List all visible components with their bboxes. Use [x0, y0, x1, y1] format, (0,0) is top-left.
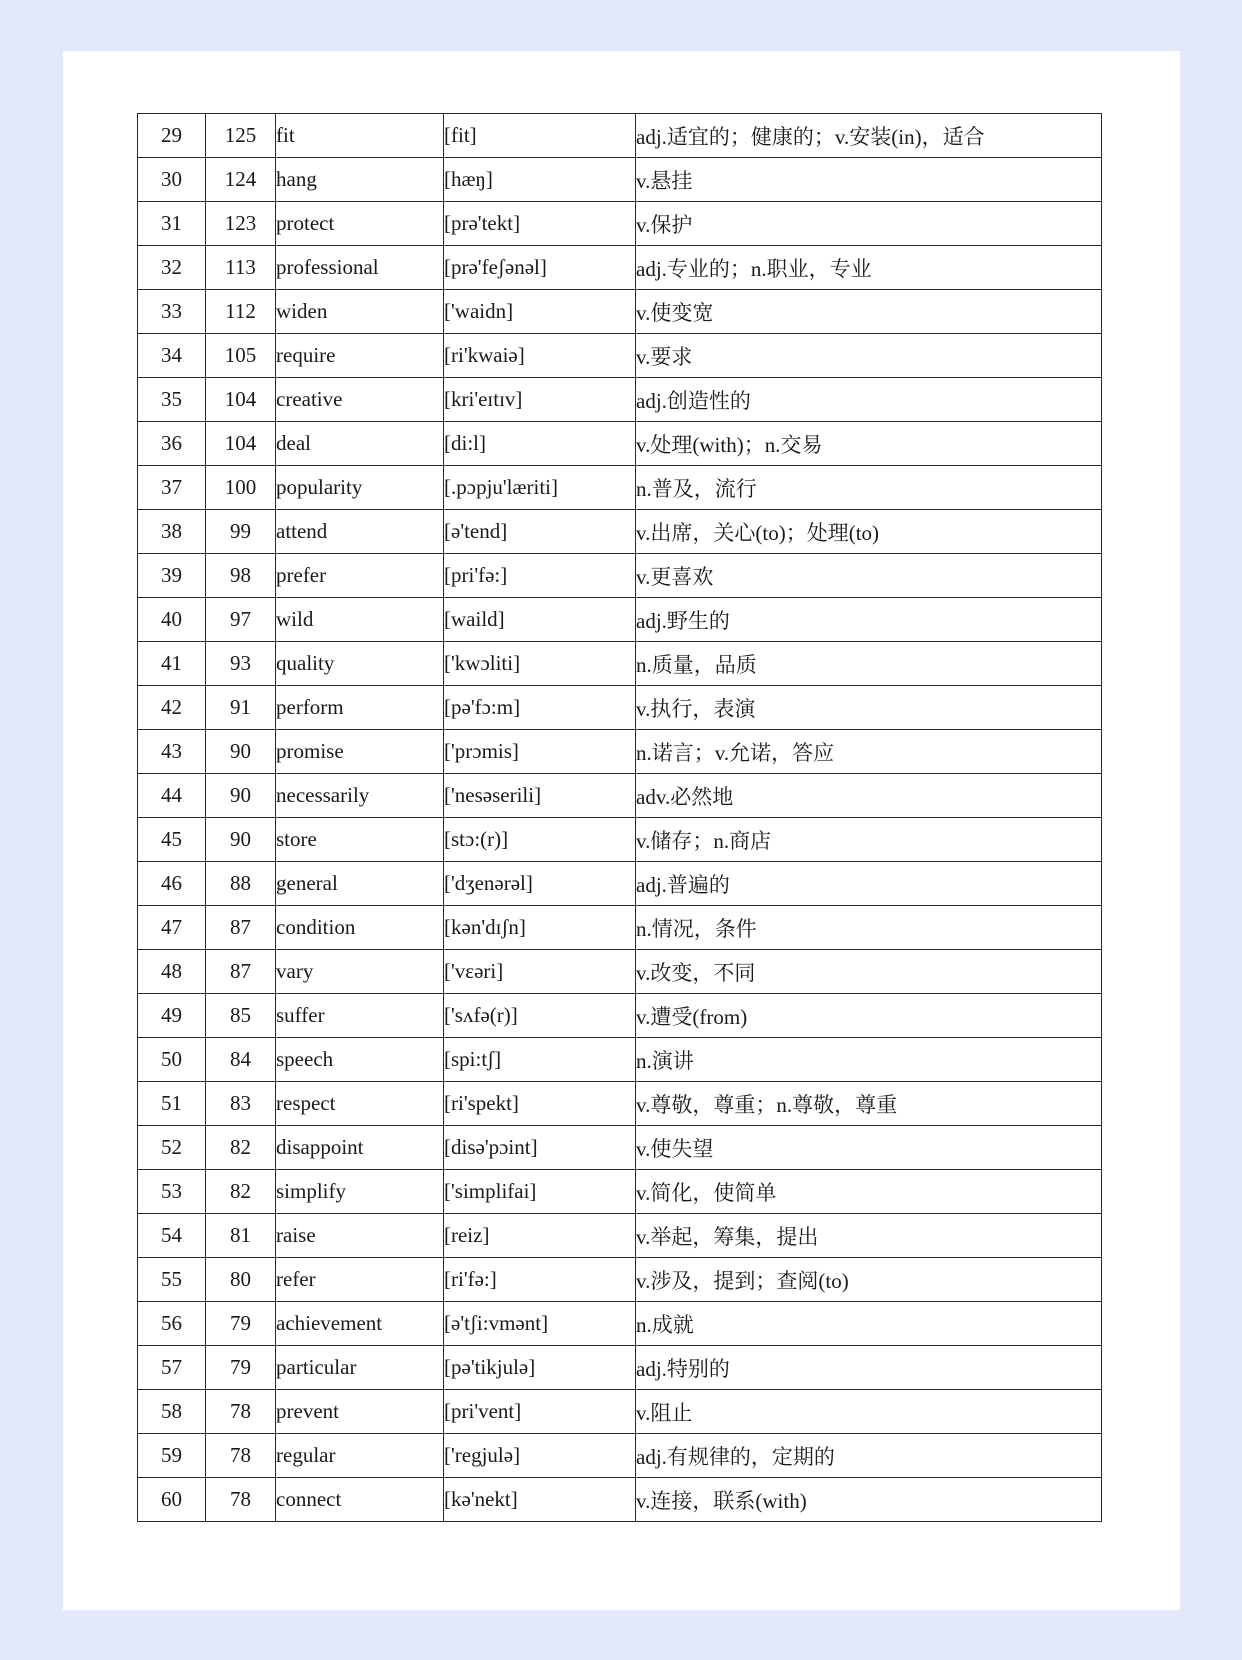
definition-cell: v.阻止: [636, 1390, 1102, 1434]
rank-cell: 42: [138, 686, 206, 730]
definition-cell: adj.野生的: [636, 598, 1102, 642]
frequency-cell: 87: [206, 950, 276, 994]
frequency-cell: 81: [206, 1214, 276, 1258]
table-row: [138, 510, 1102, 554]
definition-cell: v.连接，联系(with): [636, 1478, 1102, 1522]
rank-cell: 53: [138, 1170, 206, 1214]
word-cell: connect: [276, 1478, 444, 1522]
word-cell: perform: [276, 686, 444, 730]
word-cell: achievement: [276, 1302, 444, 1346]
frequency-cell: 124: [206, 158, 276, 202]
word-cell: store: [276, 818, 444, 862]
phonetic-cell: [reiz]: [444, 1214, 636, 1258]
rank-cell: 35: [138, 378, 206, 422]
table-row: [138, 1434, 1102, 1478]
definition-cell: v.出席，关心(to)；处理(to): [636, 510, 1102, 554]
frequency-cell: 79: [206, 1346, 276, 1390]
frequency-cell: 87: [206, 906, 276, 950]
word-cell: hang: [276, 158, 444, 202]
definition-cell: adj.适宜的；健康的；v.安装(in)，适合: [636, 114, 1102, 158]
definition-cell: v.举起，筹集，提出: [636, 1214, 1102, 1258]
table-row: [138, 1214, 1102, 1258]
word-cell: require: [276, 334, 444, 378]
frequency-cell: 93: [206, 642, 276, 686]
frequency-cell: 80: [206, 1258, 276, 1302]
phonetic-cell: [hæŋ]: [444, 158, 636, 202]
phonetic-cell: [stɔ:(r)]: [444, 818, 636, 862]
rank-cell: 40: [138, 598, 206, 642]
frequency-cell: 100: [206, 466, 276, 510]
frequency-cell: 97: [206, 598, 276, 642]
phonetic-cell: [ri'spekt]: [444, 1082, 636, 1126]
definition-cell: n.诺言；v.允诺，答应: [636, 730, 1102, 774]
rank-cell: 37: [138, 466, 206, 510]
table-row: [138, 422, 1102, 466]
word-cell: prevent: [276, 1390, 444, 1434]
word-cell: particular: [276, 1346, 444, 1390]
table-row: [138, 1170, 1102, 1214]
phonetic-cell: [kri'eɪtɪv]: [444, 378, 636, 422]
definition-cell: v.尊敬，尊重；n.尊敬，尊重: [636, 1082, 1102, 1126]
frequency-cell: 85: [206, 994, 276, 1038]
rank-cell: 58: [138, 1390, 206, 1434]
table-row: [138, 246, 1102, 290]
phonetic-cell: [di:l]: [444, 422, 636, 466]
rank-cell: 48: [138, 950, 206, 994]
phonetic-cell: ['prɔmis]: [444, 730, 636, 774]
phonetic-cell: [waild]: [444, 598, 636, 642]
word-cell: necessarily: [276, 774, 444, 818]
rank-cell: 56: [138, 1302, 206, 1346]
word-cell: speech: [276, 1038, 444, 1082]
word-cell: professional: [276, 246, 444, 290]
frequency-cell: 78: [206, 1478, 276, 1522]
frequency-cell: 90: [206, 774, 276, 818]
word-cell: raise: [276, 1214, 444, 1258]
table-row: [138, 862, 1102, 906]
word-cell: creative: [276, 378, 444, 422]
table-row: [138, 466, 1102, 510]
rank-cell: 34: [138, 334, 206, 378]
definition-cell: adj.特别的: [636, 1346, 1102, 1390]
rank-cell: 55: [138, 1258, 206, 1302]
word-cell: general: [276, 862, 444, 906]
table-row: [138, 642, 1102, 686]
rank-cell: 49: [138, 994, 206, 1038]
phonetic-cell: [kə'nekt]: [444, 1478, 636, 1522]
rank-cell: 45: [138, 818, 206, 862]
word-cell: respect: [276, 1082, 444, 1126]
table-row: [138, 290, 1102, 334]
definition-cell: n.成就: [636, 1302, 1102, 1346]
table-row: [138, 1082, 1102, 1126]
phonetic-cell: [ri'fə:]: [444, 1258, 636, 1302]
frequency-cell: 82: [206, 1170, 276, 1214]
frequency-cell: 78: [206, 1390, 276, 1434]
definition-cell: v.使变宽: [636, 290, 1102, 334]
table-row: [138, 774, 1102, 818]
definition-cell: adj.普遍的: [636, 862, 1102, 906]
table-row: [138, 378, 1102, 422]
definition-cell: v.储存；n.商店: [636, 818, 1102, 862]
rank-cell: 38: [138, 510, 206, 554]
rank-cell: 32: [138, 246, 206, 290]
definition-cell: adv.必然地: [636, 774, 1102, 818]
rank-cell: 30: [138, 158, 206, 202]
rank-cell: 59: [138, 1434, 206, 1478]
word-cell: simplify: [276, 1170, 444, 1214]
table-row: [138, 1126, 1102, 1170]
phonetic-cell: ['vɛəri]: [444, 950, 636, 994]
phonetic-cell: [disə'pɔint]: [444, 1126, 636, 1170]
phonetic-cell: [pə'fɔ:m]: [444, 686, 636, 730]
table-row: [138, 994, 1102, 1038]
word-cell: suffer: [276, 994, 444, 1038]
rank-cell: 60: [138, 1478, 206, 1522]
definition-cell: v.改变，不同: [636, 950, 1102, 994]
table-row: [138, 1038, 1102, 1082]
table-row: [138, 598, 1102, 642]
word-cell: fit: [276, 114, 444, 158]
definition-cell: v.保护: [636, 202, 1102, 246]
rank-cell: 44: [138, 774, 206, 818]
rank-cell: 33: [138, 290, 206, 334]
phonetic-cell: [ə'tend]: [444, 510, 636, 554]
frequency-cell: 125: [206, 114, 276, 158]
phonetic-cell: ['kwɔliti]: [444, 642, 636, 686]
frequency-cell: 99: [206, 510, 276, 554]
definition-cell: v.处理(with)；n.交易: [636, 422, 1102, 466]
phonetic-cell: [prə'feʃənəl]: [444, 246, 636, 290]
phonetic-cell: ['nesəserili]: [444, 774, 636, 818]
table-row: [138, 114, 1102, 158]
phonetic-cell: ['dʒenərəl]: [444, 862, 636, 906]
rank-cell: 41: [138, 642, 206, 686]
phonetic-cell: [spi:tʃ]: [444, 1038, 636, 1082]
rank-cell: 36: [138, 422, 206, 466]
table-row: [138, 158, 1102, 202]
word-cell: promise: [276, 730, 444, 774]
document-page: [63, 51, 1180, 1610]
definition-cell: v.更喜欢: [636, 554, 1102, 598]
frequency-cell: 83: [206, 1082, 276, 1126]
phonetic-cell: [fit]: [444, 114, 636, 158]
table-row: [138, 1478, 1102, 1522]
frequency-cell: 79: [206, 1302, 276, 1346]
definition-cell: v.简化，使简单: [636, 1170, 1102, 1214]
word-cell: attend: [276, 510, 444, 554]
frequency-cell: 88: [206, 862, 276, 906]
phonetic-cell: [ri'kwaiə]: [444, 334, 636, 378]
rank-cell: 54: [138, 1214, 206, 1258]
definition-cell: adj.创造性的: [636, 378, 1102, 422]
word-cell: condition: [276, 906, 444, 950]
definition-cell: n.质量，品质: [636, 642, 1102, 686]
frequency-cell: 112: [206, 290, 276, 334]
definition-cell: v.涉及，提到；查阅(to): [636, 1258, 1102, 1302]
word-cell: deal: [276, 422, 444, 466]
definition-cell: adj.专业的；n.职业，专业: [636, 246, 1102, 290]
definition-cell: adj.有规律的，定期的: [636, 1434, 1102, 1478]
phonetic-cell: [.pɔpju'læriti]: [444, 466, 636, 510]
frequency-cell: 123: [206, 202, 276, 246]
phonetic-cell: [pri'vent]: [444, 1390, 636, 1434]
table-row: [138, 1302, 1102, 1346]
phonetic-cell: [pə'tikjulə]: [444, 1346, 636, 1390]
word-cell: disappoint: [276, 1126, 444, 1170]
frequency-cell: 84: [206, 1038, 276, 1082]
rank-cell: 47: [138, 906, 206, 950]
word-cell: widen: [276, 290, 444, 334]
rank-cell: 57: [138, 1346, 206, 1390]
frequency-cell: 105: [206, 334, 276, 378]
rank-cell: 39: [138, 554, 206, 598]
phonetic-cell: [kən'dɪʃn]: [444, 906, 636, 950]
frequency-cell: 82: [206, 1126, 276, 1170]
definition-cell: v.执行，表演: [636, 686, 1102, 730]
word-cell: refer: [276, 1258, 444, 1302]
frequency-cell: 90: [206, 730, 276, 774]
word-cell: quality: [276, 642, 444, 686]
table-row: [138, 818, 1102, 862]
frequency-cell: 113: [206, 246, 276, 290]
word-cell: vary: [276, 950, 444, 994]
phonetic-cell: [ə'tʃi:vmənt]: [444, 1302, 636, 1346]
phonetic-cell: ['simplifai]: [444, 1170, 636, 1214]
definition-cell: v.使失望: [636, 1126, 1102, 1170]
definition-cell: v.要求: [636, 334, 1102, 378]
table-row: [138, 334, 1102, 378]
table-row: [138, 1390, 1102, 1434]
word-cell: prefer: [276, 554, 444, 598]
word-cell: popularity: [276, 466, 444, 510]
frequency-cell: 78: [206, 1434, 276, 1478]
vocabulary-table-body: [138, 114, 1102, 1522]
frequency-cell: 104: [206, 378, 276, 422]
word-cell: protect: [276, 202, 444, 246]
frequency-cell: 104: [206, 422, 276, 466]
word-cell: wild: [276, 598, 444, 642]
phonetic-cell: ['waidn]: [444, 290, 636, 334]
definition-cell: v.悬挂: [636, 158, 1102, 202]
phonetic-cell: ['sʌfə(r)]: [444, 994, 636, 1038]
table-row: [138, 554, 1102, 598]
phonetic-cell: [pri'fə:]: [444, 554, 636, 598]
rank-cell: 31: [138, 202, 206, 246]
word-cell: regular: [276, 1434, 444, 1478]
rank-cell: 29: [138, 114, 206, 158]
definition-cell: n.情况，条件: [636, 906, 1102, 950]
table-row: [138, 202, 1102, 246]
definition-cell: n.普及，流行: [636, 466, 1102, 510]
frequency-cell: 90: [206, 818, 276, 862]
rank-cell: 52: [138, 1126, 206, 1170]
vocabulary-table: [137, 113, 1102, 1522]
table-row: [138, 950, 1102, 994]
definition-cell: v.遭受(from): [636, 994, 1102, 1038]
phonetic-cell: [prə'tekt]: [444, 202, 636, 246]
frequency-cell: 91: [206, 686, 276, 730]
table-row: [138, 730, 1102, 774]
frequency-cell: 98: [206, 554, 276, 598]
table-row: [138, 686, 1102, 730]
table-row: [138, 1346, 1102, 1390]
table-row: [138, 906, 1102, 950]
rank-cell: 43: [138, 730, 206, 774]
rank-cell: 50: [138, 1038, 206, 1082]
rank-cell: 46: [138, 862, 206, 906]
definition-cell: n.演讲: [636, 1038, 1102, 1082]
phonetic-cell: ['regjulə]: [444, 1434, 636, 1478]
table-row: [138, 1258, 1102, 1302]
rank-cell: 51: [138, 1082, 206, 1126]
